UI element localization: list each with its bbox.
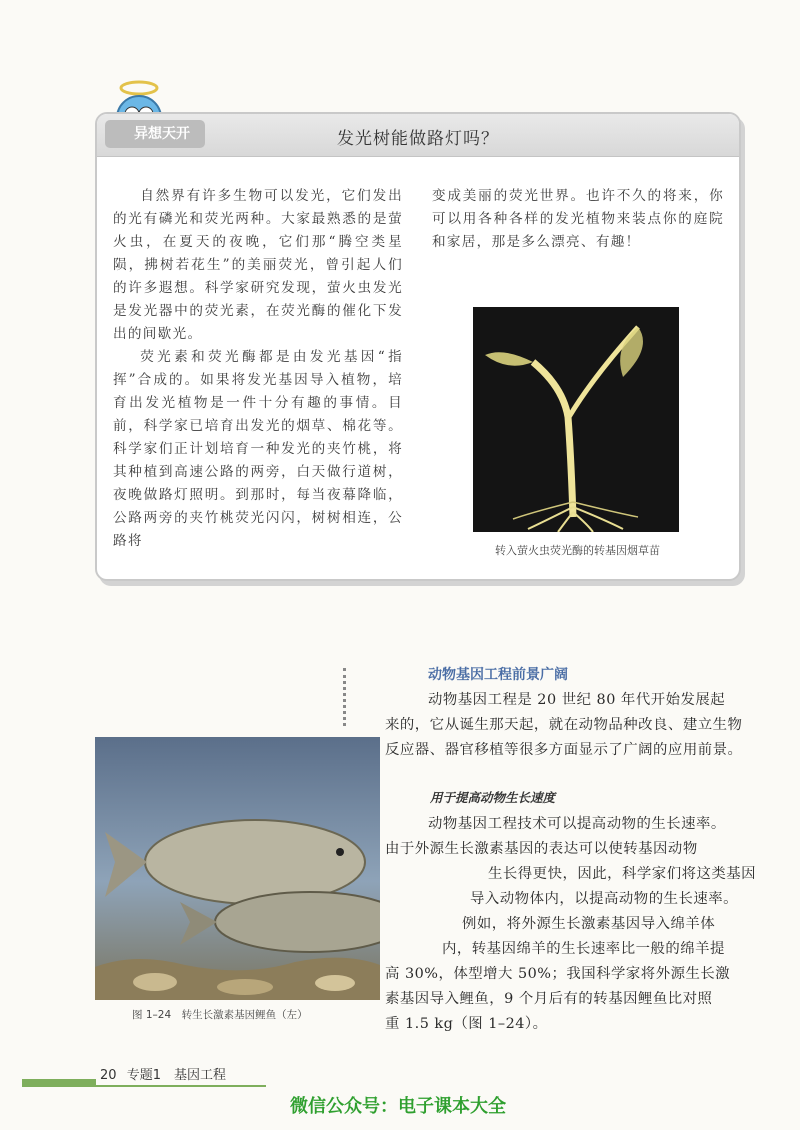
footer: [100, 1064, 226, 1083]
fish-caption: 图 1–24 转生长激素基因鲤鱼（左）: [132, 1009, 308, 1021]
section-title: 动物基因工程前景广阔: [428, 667, 568, 683]
subsection-title: 用于提高动物生长速度: [430, 790, 556, 805]
idea-left-column: [113, 185, 403, 575]
body-line: 高 30%，体型增大 50%；我国科学家将外源生长激: [385, 966, 731, 982]
footer-accent-bar: [22, 1079, 96, 1087]
dotted-separator: [343, 668, 348, 726]
page-number: 20: [100, 1068, 117, 1083]
intro-paragraph: 来的，它从诞生那天起，就在动物品种改良、建立生物反应器、器官移植等很多方面显示了广阔的应用前景。: [385, 717, 743, 758]
watermark: 微信公众号：电子课本大全: [290, 1096, 506, 1117]
carp-photo: [95, 737, 380, 1000]
idea-box-title: 发光树能做路灯吗？: [337, 129, 499, 149]
idea-right-column: [432, 185, 724, 254]
body-line: 导入动物体内，以提高动物的生长速率。: [470, 891, 739, 907]
idea-paragraph: 自然界有许多生物可以发光，它们发出的光有磷光和荧光两种。大家最熟悉的是萤火虫，在夏天的夜晚，它们那“腾空类星陨，拂树若花生”的美丽荧光，曾引起人们的许多遐想。科学家研究发现，萤火虫发光是发光器中的荧光素，在荧光酶的催化下发出的间歇光。: [113, 188, 403, 342]
body-line: 内，转基因绵羊的生长速率比一般的绵羊提: [442, 941, 725, 957]
body-line: 动物基因工程技术可以提高动物的生长速率。: [428, 816, 726, 832]
glowing-tobacco-photo: [473, 307, 679, 532]
body-line: 素基因导入鲤鱼，9 个月后有的转基因鲤鱼比对照: [385, 991, 713, 1007]
chapter-title: 专题1 基因工程: [126, 1068, 226, 1083]
idea-tag: 异想天开: [105, 120, 205, 148]
plant-caption: 转入萤火虫荧光酶的转基因烟草苗: [495, 544, 660, 557]
body-line: 重 1.5 kg（图 1–24）。: [385, 1016, 548, 1032]
body-line: 生长得更快，因此，科学家们将这类基因: [488, 866, 757, 882]
idea-box-header: [97, 114, 739, 157]
footer-rule: [96, 1085, 266, 1087]
intro-line: 动物基因工程是 20 世纪 80 年代开始发展起: [428, 692, 726, 708]
body-line: 由于外源生长激素基因的表达可以使转基因动物: [385, 841, 698, 857]
idea-paragraph: 荧光素和荧光酶都是由发光基因“指挥”合成的。如果将发光基因导入植物，培育出发光植物是一件十分有趣的事情。目前，科学家已培育出发光的烟草、棉花等。科学家们正计划培育一种发光的夹竹桃，将其种植到高速公路的两旁，白天做行道树，夜晚做路灯照明。到那时，每当夜幕降临，公路两旁的夹竹桃荧光闪闪，树树相连，公路将: [113, 349, 403, 549]
body-line: 例如，将外源生长激素基因导入绵羊体: [462, 916, 716, 932]
idea-paragraph: 变成美丽的荧光世界。也许不久的将来，你可以用各种各样的发光植物来装点你的庭院和家居，那是多么漂亮、有趣！: [432, 188, 724, 250]
